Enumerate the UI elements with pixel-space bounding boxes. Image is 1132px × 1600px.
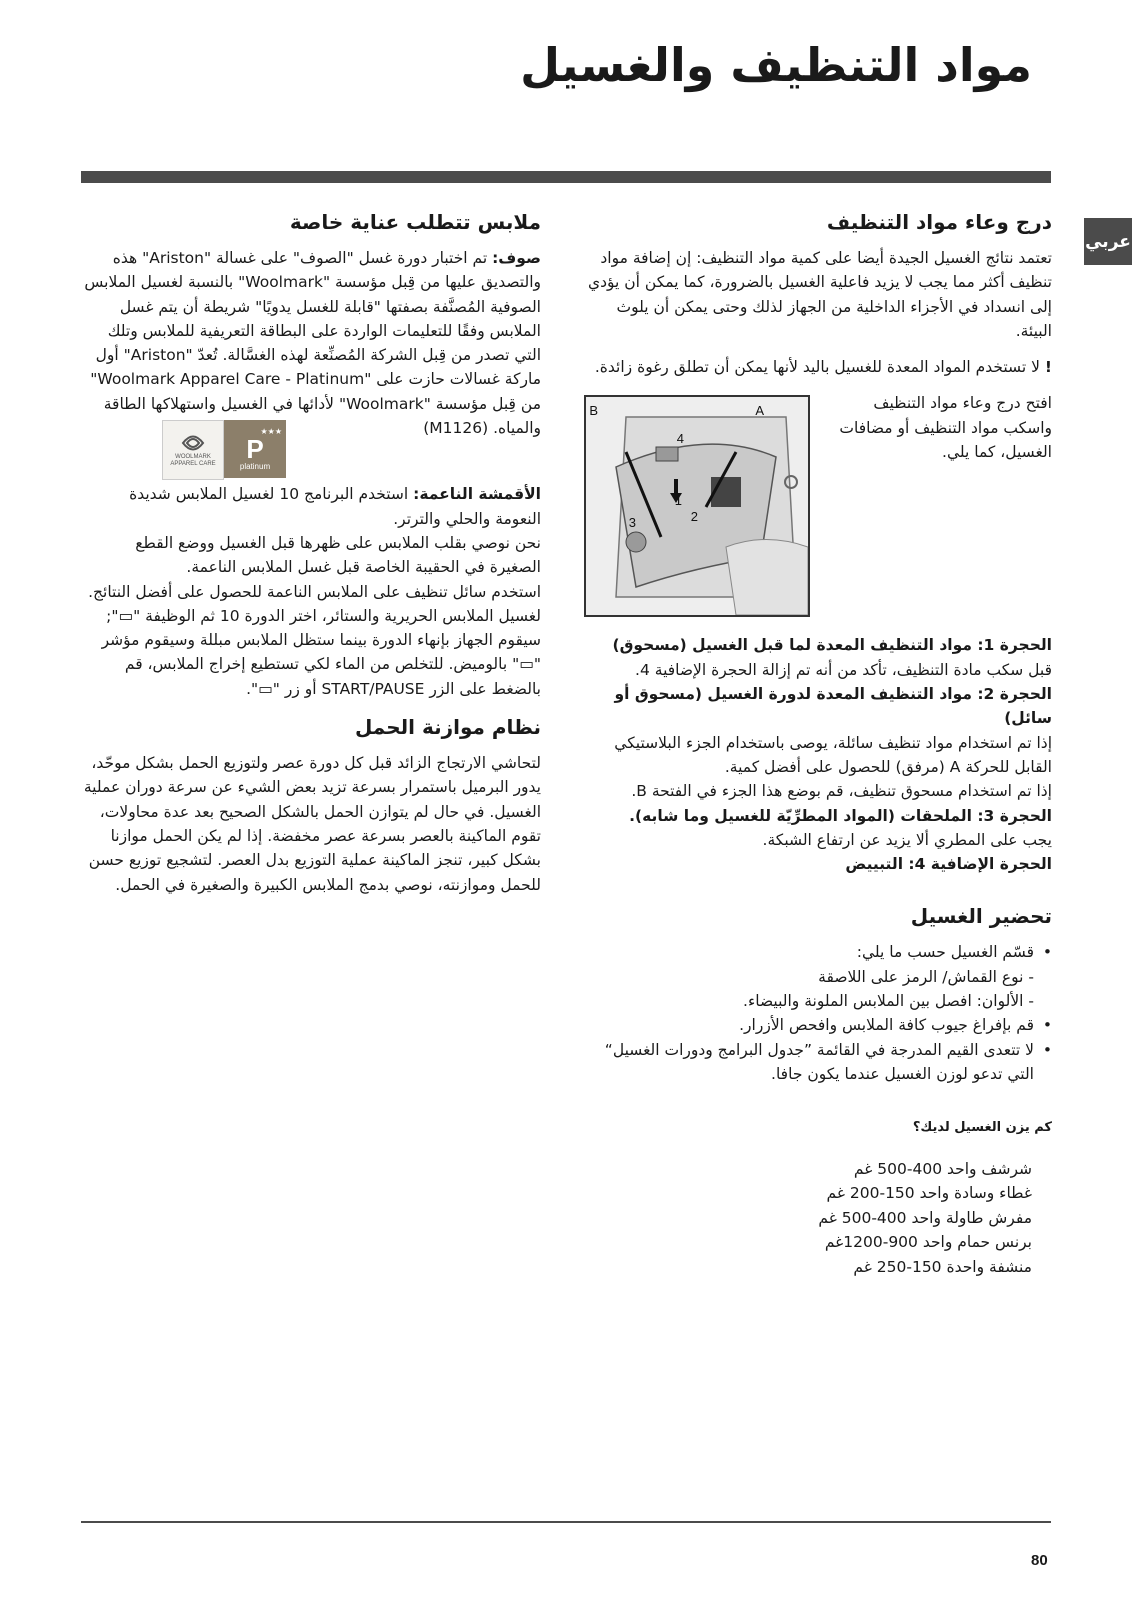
delicate-paragraph xyxy=(81,482,541,531)
platinum-text: platinum xyxy=(239,462,271,471)
compartment-1-title: الحجرة 1: مواد التنظيف المعدة لما قبل الغسيل (مسحوق) xyxy=(612,636,1052,655)
page-title: مواد التنظيف والغسيل xyxy=(520,38,1032,92)
bottom-divider xyxy=(81,1521,1051,1523)
compartment-1 xyxy=(584,633,1052,682)
warning-note xyxy=(584,355,1052,379)
right-column xyxy=(584,208,1052,1279)
balance-heading: نظام موازنة الحمل xyxy=(354,715,541,740)
weight-item: غطاء وسادة واحد 150-200 غم xyxy=(826,1184,1032,1203)
top-divider xyxy=(81,171,1051,183)
label-2: 2 xyxy=(690,509,698,525)
compartment-2-text2: إذا تم استخدام مسحوق تنظيف، قم بوضع هذا الجزء في الفتحة B. xyxy=(631,782,1052,801)
weight-item: برنس حمام واحد 900-1200غم xyxy=(824,1233,1032,1252)
wool-label: صوف: xyxy=(492,249,541,267)
delicate-paragraph-3: استخدم سائل تنظيف على الملابس الناعمة للحصول على أفضل النتائج. لغسيل الملابس الحريرية والستائر، اختر الدورة 10 ثم الوظيفة "▭"; سيقوم الجهاز بإنهاء الدورة بينما ستظل الملابس مبللة وسيقوم مؤشر "▭" بالوميض. للتخلص من الماء لكي تستطيع إخراج الملابس، قم بالضغط على الزر START/PAUSE أو زر "▭". xyxy=(88,582,541,698)
language-tab: عربي xyxy=(1084,218,1132,265)
drawer-illustration xyxy=(586,397,808,615)
sorting-subitem: - الألوان: افصل بين الملابس الملونة والبيضاء. xyxy=(743,992,1034,1011)
left-column xyxy=(81,208,541,909)
compartment-2-text: إذا تم استخدام مواد تنظيف سائلة، يوصى باستخدام الجزء البلاستيكي القابل للحركة A (مرفق) للحصول على أفضل كمية. xyxy=(614,733,1052,776)
stars-icon: ★★★ xyxy=(260,427,282,436)
warning-icon: ! xyxy=(1044,358,1052,377)
woolmark-icon xyxy=(180,432,206,454)
wool-text: تم اختبار دورة غسل "الصوف" على غسالة "Ariston" هذه والتصديق عليها من قِبل مؤسسة "Woolmark" بالنسبة لغسيل الملابس الصوفية المُصنَّفة بصفتها "قابلة للغسل يدويًا" شريطة أن يتم غسل الملابس وفقًا للتعليمات الواردة على البطاقة التعريفية للملابس وتلك التي تصدر من قِبل الشركة المُصنِّعة لهذه الغسَّالة. تُعدّ "Ariston" أول ماركة غسالات حازت على "Woolmark Apparel Care - Platinum" من قِبل مؤسسة "Woolmark" لأدائها في الغسيل واستهلاكها الطاقة والمياه. (M1126) xyxy=(84,249,541,438)
label-1: 1 xyxy=(674,493,682,509)
sorting-item-text: لا تتعدى القيم المدرجة في القائمة ”جدول البرامج ودورات الغسيل“ التي تدعو لوزن الغسيل عندما يكون جافا. xyxy=(604,1040,1034,1083)
sorting-subitem: - نوع القماش/ الرمز على اللاصقة xyxy=(818,967,1034,986)
weights-list xyxy=(584,1157,1052,1280)
certification-logos xyxy=(162,420,286,480)
detergent-heading: درج وعاء مواد التنظيف xyxy=(826,210,1052,234)
drawer-figure xyxy=(584,391,1052,613)
page-number: 80 xyxy=(1031,1552,1048,1569)
delicate-paragraph-2: نحن نوصي بقلب الملابس على ظهرها قبل الغسيل ووضع القطع الصغيرة في الحقيبة الخاصة قبل غسل الملابس الناعمة. xyxy=(135,533,541,577)
label-3: 3 xyxy=(628,515,636,531)
weight-item: شرشف واحد 400-500 غم xyxy=(853,1159,1032,1178)
detergent-intro: تعتمد نتائج الغسيل الجيدة أيضا على كمية مواد التنظيف: إن إضافة مواد تنظيف أكثر مما يجب لا يزيد فاعلية الغسيل بالضرورة، كما يمكن أن يؤدي إلى انسداد في الأجزاء الداخلية من الجهاز لذلك وحتى يمكن أن يلوث البيئة. xyxy=(588,249,1052,340)
warning-text: لا تستخدم المواد المعدة للغسيل باليد لأنها يمكن أن تطلق رغوة زائدة. xyxy=(594,358,1040,377)
compartment-3 xyxy=(584,804,1052,853)
compartment-3-text: يجب على المطري ألا يزيد عن ارتفاع الشبكة. xyxy=(762,830,1052,849)
balance-text: لتحاشي الارتجاج الزائد قبل كل دورة عصر ولتوزيع الحمل بشكل موحّد، يدور البرميل باستمرار بسرعة تزيد بعض الشيء عن سرعة دوران عملية الغسيل. في حال لم يتوازن الحمل بالشكل الصحيح بعد عدة محاولات، تقوم الماكينة بالعصر بسرعة عصر مخفضة. إذا لم يكن الحمل موازنا بشكل كبير، تنجز الماكينة عملية التوزيع بدل العصر. لتشجيع توزيع حسن للحمل وموازنته، نوصي بدمج الملابس الكبيرة والصغيرة في الحمل. xyxy=(83,754,541,894)
special-care-heading: ملابس تتطلب عناية خاصة xyxy=(289,210,541,234)
sorting-item xyxy=(584,1038,1034,1087)
sorting-heading: تحضير الغسيل xyxy=(910,904,1052,929)
compartment-4 xyxy=(584,852,1052,876)
label-a: A xyxy=(755,403,764,419)
sorting-item xyxy=(584,940,1034,1013)
sorting-item-text: قم بإفراغ جيوب كافة الملابس وافحص الأزرار. xyxy=(739,1016,1034,1035)
platinum-logo xyxy=(224,420,286,478)
compartment-3-title: الحجرة 3: الملحقات (المواد المطرِّيّة للغسيل وما شابه). xyxy=(629,806,1052,825)
weight-item: مفرش طاولة واحد 400-500 غم xyxy=(818,1208,1032,1227)
label-4: 4 xyxy=(676,431,684,447)
compartment-4-title: الحجرة الإضافية 4: التبييض xyxy=(845,855,1052,874)
woolmark-logo xyxy=(162,420,224,480)
delicate-label: الأقمشة الناعمة: xyxy=(413,485,541,504)
wool-paragraph xyxy=(81,246,541,440)
woolmark-text: WOOLMARK APPAREL CARE xyxy=(170,454,216,467)
compartment-1-text: قبل سكب مادة التنظيف، تأكد من أنه تم إزالة الحجرة الإضافية 4. xyxy=(635,660,1052,679)
sorting-list xyxy=(584,940,1052,1086)
diagram-caption: افتح درج وعاء مواد التنظيف واسكب مواد التنظيف أو مضافات الغسيل، كما يلي. xyxy=(839,394,1052,462)
platinum-letter: P xyxy=(246,434,264,464)
compartment-2-title: الحجرة 2: مواد التنظيف المعدة لدورة الغسيل (مسحوق أو سائل) xyxy=(614,685,1052,728)
sorting-item xyxy=(584,1013,1034,1037)
compartment-2 xyxy=(584,682,1052,803)
sorting-item-text: قسّم الغسيل حسب ما يلي: xyxy=(856,943,1034,962)
label-b: B xyxy=(589,403,598,419)
delicate-text: استخدم البرنامج 10 لغسيل الملابس شديدة النعومة والحلي والترتر. xyxy=(129,485,541,528)
detergent-drawer-diagram xyxy=(584,395,810,617)
weights-heading: كم يزن الغسيل لديك؟ xyxy=(912,1120,1052,1136)
weight-item: منشفة واحدة 150-250 غم xyxy=(853,1257,1032,1276)
